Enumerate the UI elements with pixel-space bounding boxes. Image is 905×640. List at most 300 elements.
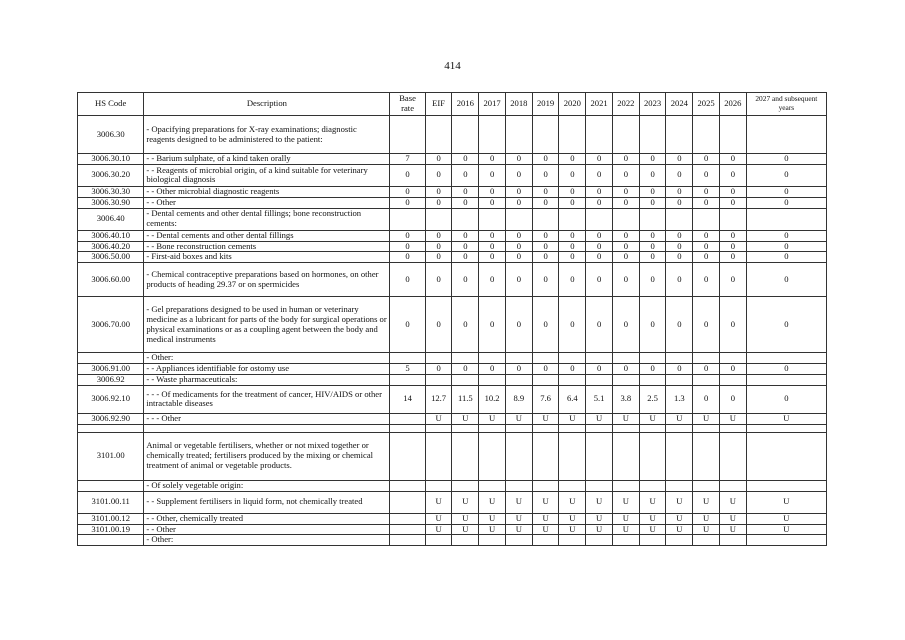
rate-cell: 0 (425, 186, 452, 197)
table-body (78, 116, 827, 546)
rate-cell: U (452, 413, 479, 424)
hs-code-cell: 3006.30.30 (78, 186, 144, 197)
hs-code-cell (78, 353, 144, 364)
rate-cell: 0 (390, 252, 425, 263)
rate-cell (452, 116, 479, 154)
rate-cell: U (612, 524, 639, 535)
rate-cell: 0 (719, 154, 746, 165)
rate-cell (746, 480, 826, 491)
rate-cell: 0 (612, 230, 639, 241)
rate-cell: U (505, 413, 532, 424)
hs-code-cell: 3006.40.20 (78, 241, 144, 252)
hs-code-cell: 3006.91.00 (78, 364, 144, 375)
description-cell: - - Barium sulphate, of a kind taken orally (144, 154, 390, 165)
rate-cell (425, 208, 452, 230)
rate-cell: U (479, 513, 506, 524)
table-row (78, 491, 827, 513)
rate-cell: 0 (425, 164, 452, 186)
rate-cell: 0 (505, 241, 532, 252)
rate-cell (693, 353, 720, 364)
rate-cell: 0 (666, 297, 693, 353)
page-number: 414 (444, 60, 461, 72)
rate-cell: U (452, 513, 479, 524)
rate-cell (586, 208, 613, 230)
rate-cell (666, 535, 693, 546)
rate-cell: U (425, 513, 452, 524)
rate-cell (425, 375, 452, 386)
rate-cell (559, 208, 586, 230)
rate-cell: 5.1 (586, 385, 613, 413)
rate-cell (390, 432, 425, 480)
description-cell: - - Dental cements and other dental fillings (144, 230, 390, 241)
rate-cell (505, 208, 532, 230)
hs-code-cell: 3101.00.12 (78, 513, 144, 524)
rate-cell (452, 432, 479, 480)
rate-cell: 0 (693, 164, 720, 186)
rate-cell (639, 208, 666, 230)
rate-cell (746, 424, 826, 432)
rate-cell (479, 480, 506, 491)
hs-code-cell (78, 424, 144, 432)
rate-cell (746, 353, 826, 364)
rate-cell: 0 (666, 197, 693, 208)
hs-code-cell: 3006.40.10 (78, 230, 144, 241)
rate-cell (586, 375, 613, 386)
rate-cell: 0 (452, 364, 479, 375)
rate-cell (559, 424, 586, 432)
rate-cell: 0 (612, 241, 639, 252)
rate-cell: 0 (746, 364, 826, 375)
rate-cell (390, 524, 425, 535)
rate-cell (612, 480, 639, 491)
rate-cell: 0 (693, 241, 720, 252)
rate-cell: U (719, 413, 746, 424)
rate-cell: U (639, 524, 666, 535)
rate-cell: 0 (612, 364, 639, 375)
rate-cell: 5 (390, 364, 425, 375)
rate-cell: 0 (390, 197, 425, 208)
rate-cell: U (479, 491, 506, 513)
rate-cell: 11.5 (452, 385, 479, 413)
rate-cell: U (746, 524, 826, 535)
rate-cell (505, 535, 532, 546)
rate-cell: 0 (693, 252, 720, 263)
column-header: 2019 (532, 93, 559, 116)
rate-cell (612, 116, 639, 154)
table-row (78, 353, 827, 364)
rate-cell: 0 (559, 230, 586, 241)
rate-cell: U (746, 413, 826, 424)
column-header: 2017 (479, 93, 506, 116)
column-header: 2016 (452, 93, 479, 116)
rate-cell (746, 375, 826, 386)
rate-cell: 0 (719, 385, 746, 413)
rate-cell (532, 535, 559, 546)
rate-cell: 0 (666, 230, 693, 241)
rate-cell (612, 432, 639, 480)
rate-cell: 0 (452, 154, 479, 165)
rate-cell (666, 432, 693, 480)
column-header: 2020 (559, 93, 586, 116)
table-row (78, 480, 827, 491)
description-cell: - - Bone reconstruction cements (144, 241, 390, 252)
rate-cell: 0 (666, 241, 693, 252)
table-row (78, 241, 827, 252)
rate-cell: 0 (586, 154, 613, 165)
rate-cell: U (505, 513, 532, 524)
rate-cell: U (425, 413, 452, 424)
rate-cell (452, 480, 479, 491)
column-header: EIF (425, 93, 452, 116)
rate-cell: 0 (693, 297, 720, 353)
rate-cell: 7 (390, 154, 425, 165)
column-header: Base rate (390, 93, 425, 116)
hs-code-cell: 3006.92.10 (78, 385, 144, 413)
rate-cell: 0 (693, 186, 720, 197)
rate-cell: 0 (559, 263, 586, 297)
rate-cell: 0 (505, 364, 532, 375)
rate-cell: 0 (719, 252, 746, 263)
rate-cell: 0 (452, 197, 479, 208)
rate-cell: 0 (425, 197, 452, 208)
rate-cell: U (532, 413, 559, 424)
rate-cell: 0 (666, 263, 693, 297)
rate-cell: 0 (586, 364, 613, 375)
rate-cell: 0 (693, 154, 720, 165)
hs-code-cell: 3006.30.20 (78, 164, 144, 186)
rate-cell (693, 480, 720, 491)
rate-cell: 0 (746, 154, 826, 165)
rate-cell: 0 (746, 186, 826, 197)
description-cell: - - Waste pharmaceuticals: (144, 375, 390, 386)
rate-cell (693, 208, 720, 230)
rate-cell: 0 (559, 241, 586, 252)
rate-cell (719, 353, 746, 364)
rate-cell: 0 (746, 241, 826, 252)
rate-cell: 0 (586, 186, 613, 197)
rate-cell (479, 424, 506, 432)
hs-code-cell: 3101.00.11 (78, 491, 144, 513)
rate-cell (505, 432, 532, 480)
description-cell: - - Other (144, 524, 390, 535)
table-row (78, 116, 827, 154)
rate-cell: U (505, 491, 532, 513)
rate-cell: 0 (390, 164, 425, 186)
rate-cell: 0 (719, 186, 746, 197)
rate-cell: 0 (559, 154, 586, 165)
hs-code-cell: 3006.70.00 (78, 297, 144, 353)
table-row (78, 385, 827, 413)
rate-cell (693, 116, 720, 154)
hs-code-cell: 3101.00.19 (78, 524, 144, 535)
rate-cell (719, 432, 746, 480)
rate-cell (746, 208, 826, 230)
rate-cell: 0 (639, 263, 666, 297)
rate-cell (639, 535, 666, 546)
table-row (78, 432, 827, 480)
description-cell: - - - Other (144, 413, 390, 424)
rate-cell: 0 (639, 154, 666, 165)
rate-cell: 1.3 (666, 385, 693, 413)
rate-cell (425, 116, 452, 154)
hs-code-cell: 3006.30 (78, 116, 144, 154)
rate-cell: 0 (746, 385, 826, 413)
rate-cell: 0 (532, 164, 559, 186)
rate-cell (639, 480, 666, 491)
rate-cell: 0 (452, 252, 479, 263)
rate-cell: 0 (505, 263, 532, 297)
rate-cell: 8.9 (505, 385, 532, 413)
rate-cell: U (666, 524, 693, 535)
rate-cell: 0 (639, 197, 666, 208)
rate-cell (559, 535, 586, 546)
rate-cell: 0 (693, 263, 720, 297)
rate-cell (666, 208, 693, 230)
rate-cell (452, 375, 479, 386)
rate-cell: 0 (586, 297, 613, 353)
rate-cell (532, 375, 559, 386)
rate-cell: 0 (719, 197, 746, 208)
rate-cell: 0 (505, 252, 532, 263)
rate-cell (586, 424, 613, 432)
column-header: 2023 (639, 93, 666, 116)
rate-cell: 0 (479, 197, 506, 208)
rate-cell (612, 208, 639, 230)
rate-cell: 0 (532, 297, 559, 353)
rate-cell: 0 (586, 252, 613, 263)
rate-cell: 0 (612, 252, 639, 263)
hs-code-cell (78, 480, 144, 491)
rate-cell (559, 375, 586, 386)
rate-cell: U (693, 513, 720, 524)
rate-cell (666, 480, 693, 491)
rate-cell: U (666, 513, 693, 524)
table-row (78, 535, 827, 546)
rate-cell: 0 (612, 263, 639, 297)
description-cell: - Gel preparations designed to be used in human or veterinary medicine as a lubricant for parts of the body for surgical operations or physical examinations or as a coupling agent between the body and medical instruments (144, 297, 390, 353)
rate-cell (746, 432, 826, 480)
description-cell: - - Other (144, 197, 390, 208)
rate-cell (390, 116, 425, 154)
rate-cell: 0 (479, 252, 506, 263)
rate-cell: 0 (666, 186, 693, 197)
rate-cell: 0 (559, 197, 586, 208)
rate-cell (693, 375, 720, 386)
rate-cell (559, 353, 586, 364)
rate-cell: 0 (719, 297, 746, 353)
description-cell: - Of solely vegetable origin: (144, 480, 390, 491)
rate-cell (479, 353, 506, 364)
column-header: Description (144, 93, 390, 116)
rate-cell: 0 (390, 230, 425, 241)
hs-code-cell (78, 535, 144, 546)
rate-cell (532, 424, 559, 432)
rate-cell: 0 (746, 297, 826, 353)
rate-cell (390, 513, 425, 524)
rate-cell: 0 (479, 230, 506, 241)
rate-cell: 0 (746, 164, 826, 186)
rate-cell: 0 (479, 186, 506, 197)
rate-cell: 0 (719, 230, 746, 241)
table-row (78, 424, 827, 432)
rate-cell (666, 353, 693, 364)
description-cell: - Other: (144, 535, 390, 546)
rate-cell (559, 116, 586, 154)
rate-cell: 0 (479, 297, 506, 353)
rate-cell (612, 375, 639, 386)
description-cell: - First-aid boxes and kits (144, 252, 390, 263)
table-row (78, 230, 827, 241)
rate-cell (532, 208, 559, 230)
rate-cell: 0 (479, 164, 506, 186)
rate-cell: 0 (452, 297, 479, 353)
rate-cell: 0 (425, 230, 452, 241)
rate-cell: U (479, 413, 506, 424)
rate-cell (425, 535, 452, 546)
rate-cell: 0 (452, 263, 479, 297)
column-header: 2024 (666, 93, 693, 116)
rate-cell: 0 (559, 297, 586, 353)
hs-code-cell: 3006.40 (78, 208, 144, 230)
rate-cell: 0 (612, 164, 639, 186)
rate-cell (559, 480, 586, 491)
rate-cell: U (719, 524, 746, 535)
rate-cell: 0 (452, 164, 479, 186)
rate-cell (425, 424, 452, 432)
rate-cell (505, 480, 532, 491)
rate-cell: 0 (559, 186, 586, 197)
description-cell: - - Appliances identifiable for ostomy use (144, 364, 390, 375)
rate-cell: 0 (612, 197, 639, 208)
description-cell (144, 424, 390, 432)
rate-cell: U (746, 513, 826, 524)
rate-cell (719, 424, 746, 432)
rate-cell: 0 (425, 241, 452, 252)
rate-cell: 0 (639, 364, 666, 375)
rate-cell (612, 353, 639, 364)
rate-cell: 0 (719, 364, 746, 375)
rate-cell: 0 (390, 297, 425, 353)
rate-cell: 0 (666, 154, 693, 165)
table-row (78, 297, 827, 353)
table-row (78, 186, 827, 197)
rate-cell: 0 (532, 154, 559, 165)
rate-cell: 0 (390, 241, 425, 252)
rate-cell: 0 (719, 164, 746, 186)
rate-cell: U (505, 524, 532, 535)
rate-cell: U (559, 413, 586, 424)
rate-cell (639, 375, 666, 386)
rate-cell: 0 (639, 297, 666, 353)
rate-cell: 0 (532, 241, 559, 252)
description-cell: Animal or vegetable fertilisers, whether or not mixed together or chemically treated; fertilisers produced by the mixing or chemical treatment of animal or vegetable products. (144, 432, 390, 480)
rate-cell (425, 432, 452, 480)
rate-cell: U (612, 413, 639, 424)
rate-cell: 0 (559, 252, 586, 263)
rate-cell (505, 375, 532, 386)
rate-cell (532, 480, 559, 491)
rate-cell (746, 116, 826, 154)
column-header: 2021 (586, 93, 613, 116)
rate-cell: 0 (639, 164, 666, 186)
rate-cell: U (639, 491, 666, 513)
rate-cell: 7.6 (532, 385, 559, 413)
rate-cell (505, 353, 532, 364)
rate-cell (532, 116, 559, 154)
rate-cell: 0 (505, 197, 532, 208)
table-row (78, 364, 827, 375)
description-cell: - - Other, chemically treated (144, 513, 390, 524)
rate-cell: 0 (746, 252, 826, 263)
rate-cell: U (532, 491, 559, 513)
rate-cell (390, 375, 425, 386)
table-row (78, 197, 827, 208)
rate-cell (452, 208, 479, 230)
rate-cell (390, 208, 425, 230)
rate-cell: 0 (586, 197, 613, 208)
description-cell: - - Supplement fertilisers in liquid form, not chemically treated (144, 491, 390, 513)
rate-cell: 0 (612, 154, 639, 165)
rate-cell: 0 (746, 263, 826, 297)
hs-code-cell: 3006.60.00 (78, 263, 144, 297)
rate-cell: 0 (666, 164, 693, 186)
rate-cell: 0 (390, 186, 425, 197)
table-row (78, 263, 827, 297)
description-cell: - - Other microbial diagnostic reagents (144, 186, 390, 197)
description-cell: - Chemical contraceptive preparations based on hormones, on other products of heading 29.37 or on spermicides (144, 263, 390, 297)
rate-cell: 0 (559, 164, 586, 186)
rate-cell: 0 (559, 364, 586, 375)
rate-cell: 0 (532, 252, 559, 263)
rate-cell (639, 353, 666, 364)
description-cell: - Other: (144, 353, 390, 364)
rate-cell: 0 (425, 297, 452, 353)
rate-cell: 0 (425, 364, 452, 375)
rate-cell: 10.2 (479, 385, 506, 413)
rate-cell (586, 535, 613, 546)
table-row (78, 252, 827, 263)
rate-cell: 0 (479, 241, 506, 252)
rate-cell (452, 424, 479, 432)
rate-cell (390, 480, 425, 491)
rate-cell: 0 (586, 230, 613, 241)
rate-cell: U (666, 413, 693, 424)
rate-cell: U (693, 491, 720, 513)
tariff-table (77, 92, 827, 546)
rate-cell (390, 491, 425, 513)
rate-cell (425, 480, 452, 491)
rate-cell (746, 535, 826, 546)
rate-cell (390, 424, 425, 432)
rate-cell: U (746, 491, 826, 513)
rate-cell: 6.4 (559, 385, 586, 413)
rate-cell: 0 (693, 364, 720, 375)
rate-cell: 0 (612, 297, 639, 353)
rate-cell (719, 375, 746, 386)
rate-cell: 0 (586, 263, 613, 297)
rate-cell (639, 116, 666, 154)
column-header: 2027 and subsequent years (746, 93, 826, 116)
rate-cell: 0 (425, 263, 452, 297)
rate-cell: U (639, 513, 666, 524)
description-cell: - - - Of medicaments for the treatment of cancer, HIV/AIDS or other intractable diseases (144, 385, 390, 413)
rate-cell: 0 (390, 263, 425, 297)
rate-cell: 0 (639, 230, 666, 241)
rate-cell (390, 413, 425, 424)
rate-cell: 0 (479, 364, 506, 375)
rate-cell: 0 (479, 263, 506, 297)
rate-cell: 0 (425, 154, 452, 165)
